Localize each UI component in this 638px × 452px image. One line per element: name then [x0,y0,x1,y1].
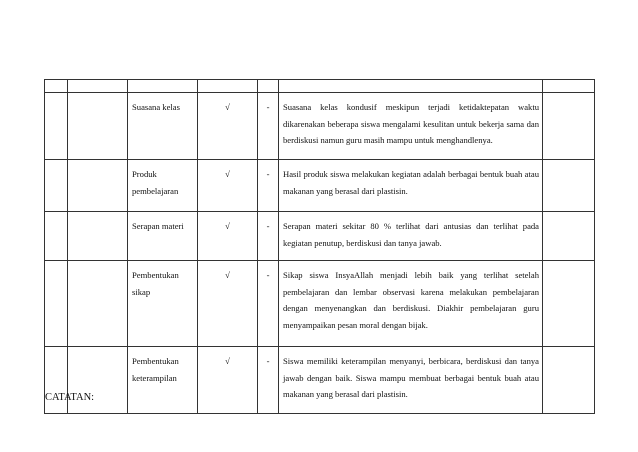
aspect-label: Pembentukan sikap [128,261,198,347]
table-cell [543,212,595,261]
table-cell [68,80,128,93]
table-cell [198,80,258,93]
observation-table [44,79,595,414]
table-cell [45,93,68,160]
dash-mark: - [258,160,279,212]
table-row [45,93,595,160]
table-row [45,212,595,261]
check-mark: √ [198,160,258,212]
dash-mark: - [258,212,279,261]
table-cell [543,261,595,347]
table-cell [68,212,128,261]
table-cell [258,80,279,93]
description-text: Hasil produk siswa melakukan kegiatan adalah berbagai bentuk buah atau makanan yang berasal dari plastisin. [279,160,543,212]
aspect-label: Serapan materi [128,212,198,261]
table-cell [68,347,128,414]
table-cell [543,80,595,93]
notes-label: CATATAN: [45,392,95,403]
table-row [45,347,595,414]
aspect-label: Pembentukan keterampilan [128,347,198,414]
dash-mark: - [258,261,279,347]
aspect-label: Suasana kelas [128,93,198,160]
aspect-label: Produk pembelajaran [128,160,198,212]
table-cell [543,347,595,414]
table-cell [68,261,128,347]
table-cell [68,93,128,160]
table-cell [128,80,198,93]
check-mark: √ [198,212,258,261]
description-text: Sikap siswa InsyaAllah menjadi lebih baik yang terlihat setelah pembelajaran dan lembar observasi karena melakukan pembelajaran dengan menyenangkan dan berdiskusi. Diakhir pembelajaran guru menyampaikan pesan moral dengan bijak. [279,261,543,347]
description-text: Siswa memiliki keterampilan menyanyi, berbicara, berdiskusi dan tanya jawab dengan baik. Siswa mampu membuat berbagai bentuk buah atau makanan yang berasal dari plastisin. [279,347,543,414]
table-cell [45,347,68,414]
table-cell [543,160,595,212]
check-mark: √ [198,347,258,414]
table-cell [279,80,543,93]
table-header-row [45,80,595,93]
dash-mark: - [258,93,279,160]
table-cell [45,160,68,212]
table-cell [68,160,128,212]
table-cell [543,93,595,160]
description-text: Serapan materi sekitar 80 % terlihat dari antusias dan terlihat pada kegiatan penutup, berdiskusi dan tanya jawab. [279,212,543,261]
description-text: Suasana kelas kondusif meskipun terjadi ketidaktepatan waktu dikarenakan beberapa siswa mengalami kesulitan untuk bekerja sama dan berdiskusi namun guru masih mampu untuk menghandlenya. [279,93,543,160]
check-mark: √ [198,93,258,160]
check-mark: √ [198,261,258,347]
dash-mark: - [258,347,279,414]
table-cell [45,261,68,347]
table-cell [45,80,68,93]
table-row [45,160,595,212]
table-cell [45,212,68,261]
table-row [45,261,595,347]
